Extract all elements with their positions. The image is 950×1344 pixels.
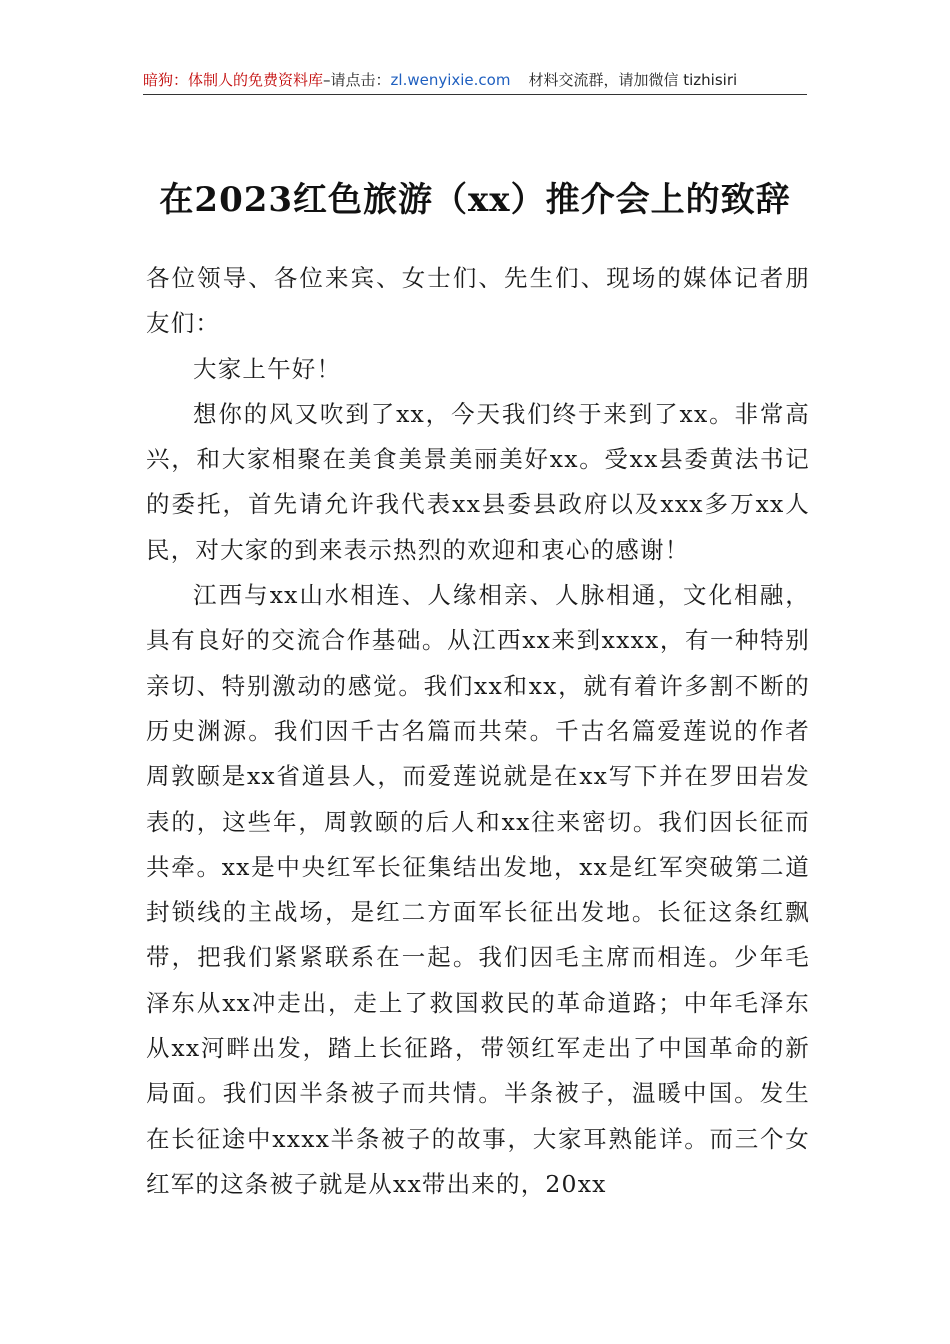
header-prompt: –请点击： [323,71,391,89]
document-body [146,256,810,1207]
paragraph-welcome: 想你的风又吹到了xx，今天我们终于来到了xx。非常高兴，和大家相聚在美食美景美丽美好xx。受xx县委黄法书记的委托，首先请允许我代表xx县委县政府以及xxx多万xx人民，对大家的到来表示热烈的欢迎和衷心的感谢！ [146,399,810,564]
paragraph-greeting: 大家上午好！ [193,354,342,383]
paragraph-history: 江西与xx山水相连、人缘相亲、人脉相通，文化相融，具有良好的交流合作基础。从江西xx来到xxxx，有一种特别亲切、特别激动的感觉。我们xx和xx，就有着许多割不断的历史渊源。我们因千古名篇而共荣。千古名篇爱莲说的作者周敦颐是xx省道县人，而爱莲说就是在xx写下并在罗田岩发表的，这些年，周敦颐的后人和xx往来密切。我们因长征而共牵。xx是中央红军长征集结出发地，xx是红军突破第二道封锁线的主战场，是红二方面军长征出发地。长征这条红飘带，把我们紧紧联系在一起。我们因毛主席而相连。少年毛泽东从xx冲走出，走上了救国救民的革命道路；中年毛泽东从xx河畔出发，踏上长征路，带领红军走出了中国革命的新局面。我们因半条被子而共情。半条被子，温暖中国。发生在长征途中xxxx半条被子的故事，大家耳熟能详。而三个女红军的这条被子就是从xx带出来的，20xx [146,581,810,1198]
salutation: 各位领导、各位来宾、女士们、先生们、现场的媒体记者朋友们： [146,264,810,338]
header-link[interactable]: zl.wenyixie.com [390,71,511,89]
page-header [143,68,807,95]
document-title: 在2023红色旅游（xx）推介会上的致辞 [159,180,791,220]
header-contact: 材料交流群，请加微信 tizhisiri [528,71,738,89]
header-brand: 暗狗：体制人的免费资料库 [143,71,324,89]
